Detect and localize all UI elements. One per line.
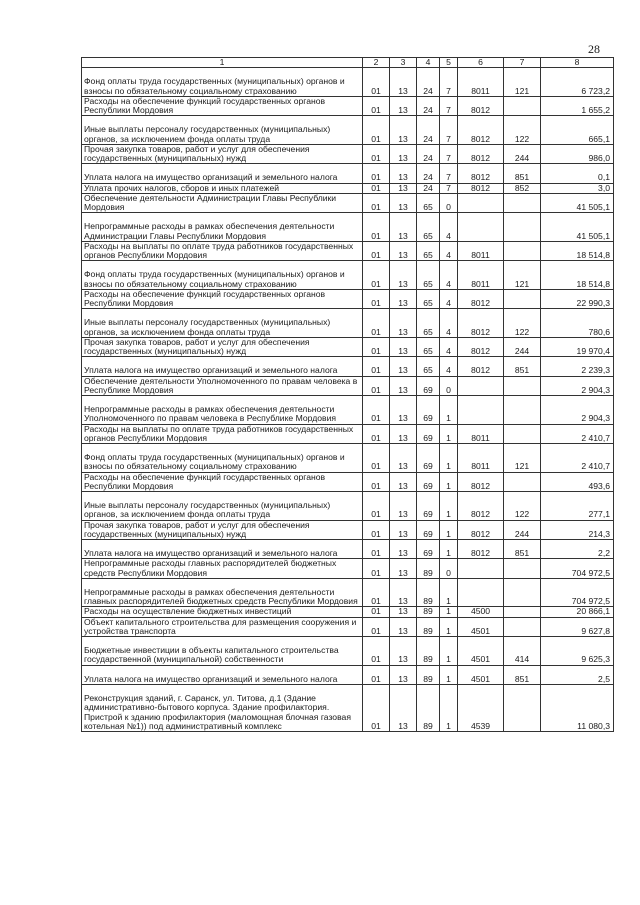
section-cell: 01 (363, 472, 390, 491)
article-cell: 8012 (458, 540, 504, 559)
expense-type-cell: 851 (504, 164, 541, 183)
table-row (82, 607, 614, 617)
program-cell: 69 (417, 472, 440, 491)
amount-cell: 9 627,8 (541, 617, 614, 636)
article-cell: 8011 (458, 424, 504, 443)
description-cell: Бюджетные инвестиции в объекты капитального строительства государственной (муниципальной) собственности (82, 637, 363, 666)
table-row (82, 520, 614, 539)
subsection-cell: 13 (390, 520, 417, 539)
amount-cell: 2 410,7 (541, 424, 614, 443)
header-cell: 5 (440, 58, 458, 68)
amount-cell: 704 972,5 (541, 578, 614, 607)
header-cell: 3 (390, 58, 417, 68)
description-cell: Обеспечение деятельности Администрации Главы Республики Мордовия (82, 193, 363, 212)
description-cell: Фонд оплаты труда государственных (муниципальных) органов и взносы по обязательному социальному страхованию (82, 444, 363, 473)
section-cell: 01 (363, 193, 390, 212)
table-row (82, 183, 614, 193)
table-row (82, 144, 614, 163)
expense-type-cell: 244 (504, 144, 541, 163)
subprogram-cell: 0 (440, 193, 458, 212)
section-cell: 01 (363, 144, 390, 163)
article-cell: 4501 (458, 665, 504, 684)
amount-cell: 2 904,3 (541, 396, 614, 425)
article-cell (458, 213, 504, 242)
table-row (82, 213, 614, 242)
section-cell: 01 (363, 337, 390, 356)
subprogram-cell: 1 (440, 492, 458, 521)
description-cell: Расходы на выплаты по оплате труда работников государственных органов Республики Мордовия (82, 241, 363, 260)
subprogram-cell: 0 (440, 559, 458, 578)
amount-cell: 665,1 (541, 116, 614, 145)
article-cell: 8011 (458, 261, 504, 290)
description-cell: Расходы на выплаты по оплате труда работников государственных органов Республики Мордовия (82, 424, 363, 443)
subprogram-cell: 4 (440, 337, 458, 356)
expense-type-cell: 121 (504, 444, 541, 473)
amount-cell: 493,6 (541, 472, 614, 491)
program-cell: 65 (417, 337, 440, 356)
subsection-cell: 13 (390, 289, 417, 308)
subsection-cell: 13 (390, 144, 417, 163)
program-cell: 65 (417, 193, 440, 212)
description-cell: Непрограммные расходы в рамках обеспечения деятельности главных распорядителей бюджетных средств Республики Мордовия (82, 578, 363, 607)
article-cell (458, 193, 504, 212)
program-cell: 89 (417, 617, 440, 636)
section-cell: 01 (363, 164, 390, 183)
subprogram-cell: 7 (440, 96, 458, 115)
section-cell: 01 (363, 424, 390, 443)
program-cell: 24 (417, 164, 440, 183)
article-cell (458, 559, 504, 578)
subprogram-cell: 0 (440, 376, 458, 395)
program-cell: 24 (417, 116, 440, 145)
expense-type-cell: 122 (504, 309, 541, 338)
program-cell: 69 (417, 444, 440, 473)
subprogram-cell: 1 (440, 607, 458, 617)
article-cell: 8011 (458, 68, 504, 97)
table-row (82, 540, 614, 559)
budget-table (81, 57, 614, 732)
amount-cell: 2,5 (541, 665, 614, 684)
subsection-cell: 13 (390, 213, 417, 242)
subprogram-cell: 7 (440, 164, 458, 183)
expense-type-cell (504, 684, 541, 731)
description-cell: Прочая закупка товаров, работ и услуг для обеспечения государственных (муниципальных) нужд (82, 337, 363, 356)
table-row (82, 68, 614, 97)
subsection-cell: 13 (390, 472, 417, 491)
expense-type-cell: 244 (504, 520, 541, 539)
amount-cell: 277,1 (541, 492, 614, 521)
description-cell: Иные выплаты персоналу государственных (муниципальных) органов, за исключением фонда оплаты труда (82, 309, 363, 338)
expense-type-cell (504, 376, 541, 395)
section-cell: 01 (363, 376, 390, 395)
article-cell: 8012 (458, 337, 504, 356)
subsection-cell: 13 (390, 68, 417, 97)
subprogram-cell: 4 (440, 289, 458, 308)
expense-type-cell: 122 (504, 116, 541, 145)
amount-cell: 6 723,2 (541, 68, 614, 97)
page-number: 28 (588, 42, 600, 56)
subprogram-cell: 1 (440, 665, 458, 684)
section-cell: 01 (363, 213, 390, 242)
expense-type-cell: 121 (504, 261, 541, 290)
table-row (82, 396, 614, 425)
subprogram-cell: 4 (440, 261, 458, 290)
description-cell: Прочая закупка товаров, работ и услуг для обеспечения государственных (муниципальных) нужд (82, 520, 363, 539)
program-cell: 65 (417, 289, 440, 308)
article-cell: 8012 (458, 309, 504, 338)
expense-type-cell: 244 (504, 337, 541, 356)
article-cell: 4501 (458, 637, 504, 666)
subprogram-cell: 1 (440, 617, 458, 636)
expense-type-cell: 851 (504, 357, 541, 376)
subprogram-cell: 7 (440, 144, 458, 163)
program-cell: 69 (417, 520, 440, 539)
subsection-cell: 13 (390, 444, 417, 473)
subsection-cell: 13 (390, 261, 417, 290)
subprogram-cell: 7 (440, 183, 458, 193)
header-cell: 7 (504, 58, 541, 68)
section-cell: 01 (363, 637, 390, 666)
description-cell: Расходы на обеспечение функций государственных органов Республики Мордовия (82, 96, 363, 115)
subsection-cell: 13 (390, 183, 417, 193)
description-cell: Уплата налога на имущество организаций и земельного налога (82, 357, 363, 376)
program-cell: 69 (417, 376, 440, 395)
table-row (82, 193, 614, 212)
section-cell: 01 (363, 183, 390, 193)
subsection-cell: 13 (390, 96, 417, 115)
header-cell: 8 (541, 58, 614, 68)
amount-cell: 9 625,3 (541, 637, 614, 666)
expense-type-cell (504, 396, 541, 425)
subprogram-cell: 1 (440, 472, 458, 491)
section-cell: 01 (363, 396, 390, 425)
expense-type-cell (504, 424, 541, 443)
table-body (82, 58, 614, 732)
section-cell: 01 (363, 309, 390, 338)
article-cell (458, 578, 504, 607)
article-cell: 8011 (458, 444, 504, 473)
table-header-row (82, 58, 614, 68)
subprogram-cell: 4 (440, 213, 458, 242)
table-row (82, 665, 614, 684)
expense-type-cell (504, 559, 541, 578)
description-cell: Непрограммные расходы в рамках обеспечения деятельности Уполномоченного по правам человека в Республике Мордовия (82, 396, 363, 425)
section-cell: 01 (363, 578, 390, 607)
subsection-cell: 13 (390, 309, 417, 338)
description-cell: Фонд оплаты труда государственных (муниципальных) органов и взносы по обязательному социальному страхованию (82, 261, 363, 290)
subprogram-cell: 1 (440, 540, 458, 559)
article-cell: 4539 (458, 684, 504, 731)
amount-cell: 0,1 (541, 164, 614, 183)
expense-type-cell: 122 (504, 492, 541, 521)
article-cell (458, 396, 504, 425)
section-cell: 01 (363, 607, 390, 617)
section-cell: 01 (363, 289, 390, 308)
description-cell: Расходы на обеспечение функций государственных органов Республики Мордовия (82, 289, 363, 308)
program-cell: 89 (417, 684, 440, 731)
table-row (82, 444, 614, 473)
amount-cell: 41 505,1 (541, 193, 614, 212)
subprogram-cell: 1 (440, 444, 458, 473)
subsection-cell: 13 (390, 241, 417, 260)
program-cell: 65 (417, 261, 440, 290)
article-cell: 8012 (458, 144, 504, 163)
program-cell: 69 (417, 540, 440, 559)
expense-type-cell: 852 (504, 183, 541, 193)
expense-type-cell (504, 578, 541, 607)
table-row (82, 309, 614, 338)
section-cell: 01 (363, 116, 390, 145)
description-cell: Иные выплаты персоналу государственных (муниципальных) органов, за исключением фонда оплаты труда (82, 492, 363, 521)
table-row (82, 96, 614, 115)
expense-type-cell (504, 241, 541, 260)
table-row (82, 164, 614, 183)
table-row (82, 578, 614, 607)
subsection-cell: 13 (390, 578, 417, 607)
subsection-cell: 13 (390, 193, 417, 212)
program-cell: 65 (417, 241, 440, 260)
amount-cell: 3,0 (541, 183, 614, 193)
expense-type-cell (504, 193, 541, 212)
subsection-cell: 13 (390, 357, 417, 376)
expense-type-cell: 414 (504, 637, 541, 666)
table-row (82, 684, 614, 731)
article-cell: 8012 (458, 357, 504, 376)
amount-cell: 19 970,4 (541, 337, 614, 356)
section-cell: 01 (363, 540, 390, 559)
table-row (82, 261, 614, 290)
amount-cell: 986,0 (541, 144, 614, 163)
expense-type-cell: 851 (504, 665, 541, 684)
subsection-cell: 13 (390, 665, 417, 684)
table-row (82, 116, 614, 145)
subsection-cell: 13 (390, 540, 417, 559)
article-cell: 8012 (458, 492, 504, 521)
description-cell: Прочая закупка товаров, работ и услуг для обеспечения государственных (муниципальных) нужд (82, 144, 363, 163)
article-cell: 4500 (458, 607, 504, 617)
program-cell: 69 (417, 396, 440, 425)
amount-cell: 214,3 (541, 520, 614, 539)
subprogram-cell: 4 (440, 241, 458, 260)
program-cell: 89 (417, 637, 440, 666)
section-cell: 01 (363, 357, 390, 376)
article-cell (458, 376, 504, 395)
description-cell: Расходы на осуществление бюджетных инвестиций (82, 607, 363, 617)
section-cell: 01 (363, 617, 390, 636)
amount-cell: 41 505,1 (541, 213, 614, 242)
amount-cell: 2 239,3 (541, 357, 614, 376)
subprogram-cell: 1 (440, 578, 458, 607)
section-cell: 01 (363, 492, 390, 521)
subsection-cell: 13 (390, 396, 417, 425)
program-cell: 65 (417, 357, 440, 376)
table-row (82, 357, 614, 376)
expense-type-cell (504, 607, 541, 617)
description-cell: Уплата прочих налогов, сборов и иных платежей (82, 183, 363, 193)
amount-cell: 704 972,5 (541, 559, 614, 578)
description-cell: Фонд оплаты труда государственных (муниципальных) органов и взносы по обязательному социальному страхованию (82, 68, 363, 97)
subsection-cell: 13 (390, 617, 417, 636)
subprogram-cell: 4 (440, 357, 458, 376)
program-cell: 69 (417, 424, 440, 443)
description-cell: Объект капитального строительства для размещения сооружения и устройства транспорта (82, 617, 363, 636)
section-cell: 01 (363, 241, 390, 260)
section-cell: 01 (363, 559, 390, 578)
description-cell: Расходы на обеспечение функций государственных органов Республики Мордовия (82, 472, 363, 491)
amount-cell: 2,2 (541, 540, 614, 559)
subprogram-cell: 1 (440, 520, 458, 539)
expense-type-cell (504, 289, 541, 308)
amount-cell: 22 990,3 (541, 289, 614, 308)
subsection-cell: 13 (390, 337, 417, 356)
description-cell: Непрограммные расходы в рамках обеспечения деятельности Администрации Главы Республики Мордовия (82, 213, 363, 242)
table-row (82, 617, 614, 636)
table-row (82, 492, 614, 521)
expense-type-cell (504, 213, 541, 242)
expense-type-cell (504, 472, 541, 491)
header-cell: 6 (458, 58, 504, 68)
subprogram-cell: 7 (440, 116, 458, 145)
subsection-cell: 13 (390, 637, 417, 666)
section-cell: 01 (363, 665, 390, 684)
program-cell: 65 (417, 213, 440, 242)
table-row (82, 337, 614, 356)
table-row (82, 241, 614, 260)
subprogram-cell: 1 (440, 684, 458, 731)
program-cell: 24 (417, 144, 440, 163)
header-cell: 4 (417, 58, 440, 68)
header-cell: 2 (363, 58, 390, 68)
subprogram-cell: 7 (440, 68, 458, 97)
article-cell: 4501 (458, 617, 504, 636)
amount-cell: 11 080,3 (541, 684, 614, 731)
article-cell: 8012 (458, 116, 504, 145)
expense-type-cell: 851 (504, 540, 541, 559)
description-cell: Уплата налога на имущество организаций и земельного налога (82, 540, 363, 559)
program-cell: 65 (417, 309, 440, 338)
subsection-cell: 13 (390, 376, 417, 395)
section-cell: 01 (363, 520, 390, 539)
section-cell: 01 (363, 96, 390, 115)
article-cell: 8012 (458, 472, 504, 491)
expense-type-cell (504, 617, 541, 636)
section-cell: 01 (363, 68, 390, 97)
subprogram-cell: 1 (440, 396, 458, 425)
amount-cell: 20 866,1 (541, 607, 614, 617)
header-cell: 1 (82, 58, 363, 68)
article-cell: 8012 (458, 164, 504, 183)
article-cell: 8012 (458, 520, 504, 539)
program-cell: 89 (417, 607, 440, 617)
program-cell: 89 (417, 578, 440, 607)
table-row (82, 559, 614, 578)
subprogram-cell: 4 (440, 309, 458, 338)
section-cell: 01 (363, 444, 390, 473)
subsection-cell: 13 (390, 424, 417, 443)
amount-cell: 18 514,8 (541, 261, 614, 290)
subsection-cell: 13 (390, 607, 417, 617)
amount-cell: 780,6 (541, 309, 614, 338)
amount-cell: 2 904,3 (541, 376, 614, 395)
description-cell: Реконструкция зданий, г. Саранск, ул. Титова, д.1 (Здание административно-бытового корпуса. Здание профилактория. Пристрой к зданию профилактория (маломощная блочная газовая котельная №1)) под административный комплекс (82, 684, 363, 731)
program-cell: 24 (417, 183, 440, 193)
amount-cell: 18 514,8 (541, 241, 614, 260)
description-cell: Уплата налога на имущество организаций и земельного налога (82, 665, 363, 684)
program-cell: 89 (417, 665, 440, 684)
table-row (82, 424, 614, 443)
subsection-cell: 13 (390, 684, 417, 731)
section-cell: 01 (363, 684, 390, 731)
table-row (82, 472, 614, 491)
description-cell: Иные выплаты персоналу государственных (муниципальных) органов, за исключением фонда оплаты труда (82, 116, 363, 145)
subprogram-cell: 1 (440, 637, 458, 666)
program-cell: 89 (417, 559, 440, 578)
subsection-cell: 13 (390, 164, 417, 183)
section-cell: 01 (363, 261, 390, 290)
expense-type-cell (504, 96, 541, 115)
program-cell: 69 (417, 492, 440, 521)
article-cell: 8012 (458, 96, 504, 115)
amount-cell: 2 410,7 (541, 444, 614, 473)
description-cell: Обеспечение деятельности Уполномоченного по правам человека в Республике Мордовия (82, 376, 363, 395)
subprogram-cell: 1 (440, 424, 458, 443)
subsection-cell: 13 (390, 559, 417, 578)
description-cell: Непрограммные расходы главных распорядителей бюджетных средств Республики Мордовия (82, 559, 363, 578)
amount-cell: 1 655,2 (541, 96, 614, 115)
table-row (82, 376, 614, 395)
subsection-cell: 13 (390, 116, 417, 145)
subsection-cell: 13 (390, 492, 417, 521)
table-row (82, 637, 614, 666)
description-cell: Уплата налога на имущество организаций и земельного налога (82, 164, 363, 183)
expense-type-cell: 121 (504, 68, 541, 97)
article-cell: 8011 (458, 241, 504, 260)
program-cell: 24 (417, 68, 440, 97)
article-cell: 8012 (458, 183, 504, 193)
table-row (82, 289, 614, 308)
article-cell: 8012 (458, 289, 504, 308)
program-cell: 24 (417, 96, 440, 115)
